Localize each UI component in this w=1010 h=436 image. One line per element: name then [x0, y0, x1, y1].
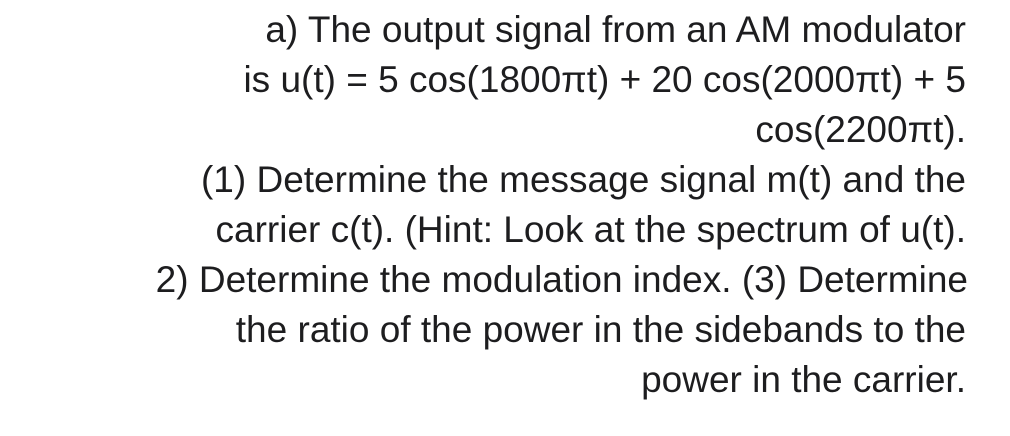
problem-line-2: is u(t) = 5 cos(1800πt) + 20 cos(2000πt) + 5	[243, 59, 966, 100]
problem-line-4: (1) Determine the message signal m(t) and the	[200, 159, 966, 200]
problem-line-1: a) The output signal from an AM modulator	[265, 9, 966, 50]
problem-line-5: carrier c(t). (Hint: Look at the spectrum of u(t).	[215, 209, 966, 250]
problem-line-6: 2) Determine the modulation index. (3) Determine	[155, 259, 968, 300]
problem-line-3: cos(2200πt).	[755, 109, 966, 150]
problem-line-8: power in the carrier.	[641, 359, 966, 400]
problem-line-7: the ratio of the power in the sidebands to the	[235, 309, 966, 350]
